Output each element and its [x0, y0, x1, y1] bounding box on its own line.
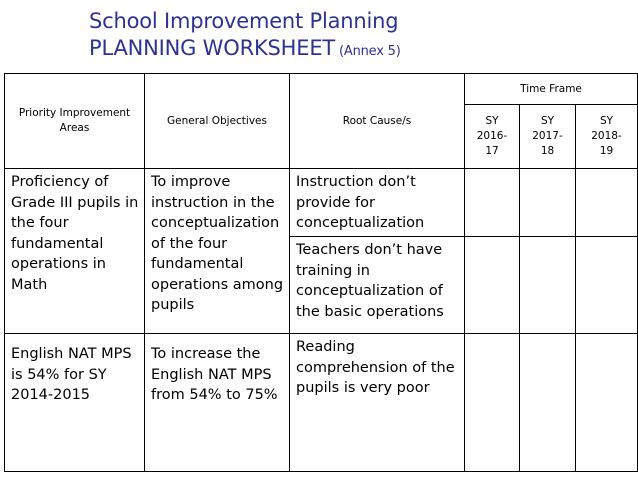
header-sy-2017-18: SY 2017-18	[520, 105, 576, 169]
priority-cell: Proficiency of Grade III pupils in the four fundamental operations in Math	[5, 169, 145, 334]
root-cause-cell: Teachers don’t have training in conceptualization of the basic operations	[290, 237, 465, 334]
root-cause-cell: Reading comprehension of the pupils is very poor	[290, 334, 465, 472]
table-row	[5, 334, 638, 472]
priority-cell: English NAT MPS is 54% for SY 2014-2015	[5, 334, 145, 472]
time-frame-cell	[465, 169, 520, 237]
time-frame-cell	[465, 237, 520, 334]
time-frame-cell	[576, 334, 638, 472]
table-row	[5, 169, 638, 237]
time-frame-cell	[465, 334, 520, 472]
root-cause-cell: Instruction don’t provide for conceptualization	[290, 169, 465, 237]
objective-cell: To improve instruction in the conceptualization of the four fundamental operations among pupils	[145, 169, 290, 334]
time-frame-cell	[520, 334, 576, 472]
planning-worksheet-table	[4, 73, 638, 472]
time-frame-cell	[576, 237, 638, 334]
header-time-frame: Time Frame	[465, 74, 638, 105]
time-frame-cell	[576, 169, 638, 237]
header-priority: Priority Improvement Areas	[5, 74, 145, 169]
annex-label: (Annex 5)	[339, 44, 401, 59]
time-frame-cell	[520, 169, 576, 237]
worksheet-title: School Improvement Planning	[89, 9, 399, 33]
objective-cell: To increase the English NAT MPS from 54% to 75%	[145, 334, 290, 472]
header-objectives: General Objectives	[145, 74, 290, 169]
header-sy-2016-17: SY 2016-17	[465, 105, 520, 169]
header-sy-2018-19: SY 2018-19	[576, 105, 638, 169]
time-frame-cell	[520, 237, 576, 334]
subtitle-text: PLANNING WORKSHEET	[89, 36, 336, 60]
header-row	[5, 74, 638, 105]
worksheet-subtitle	[89, 36, 401, 60]
header-root-causes: Root Cause/s	[290, 74, 465, 169]
